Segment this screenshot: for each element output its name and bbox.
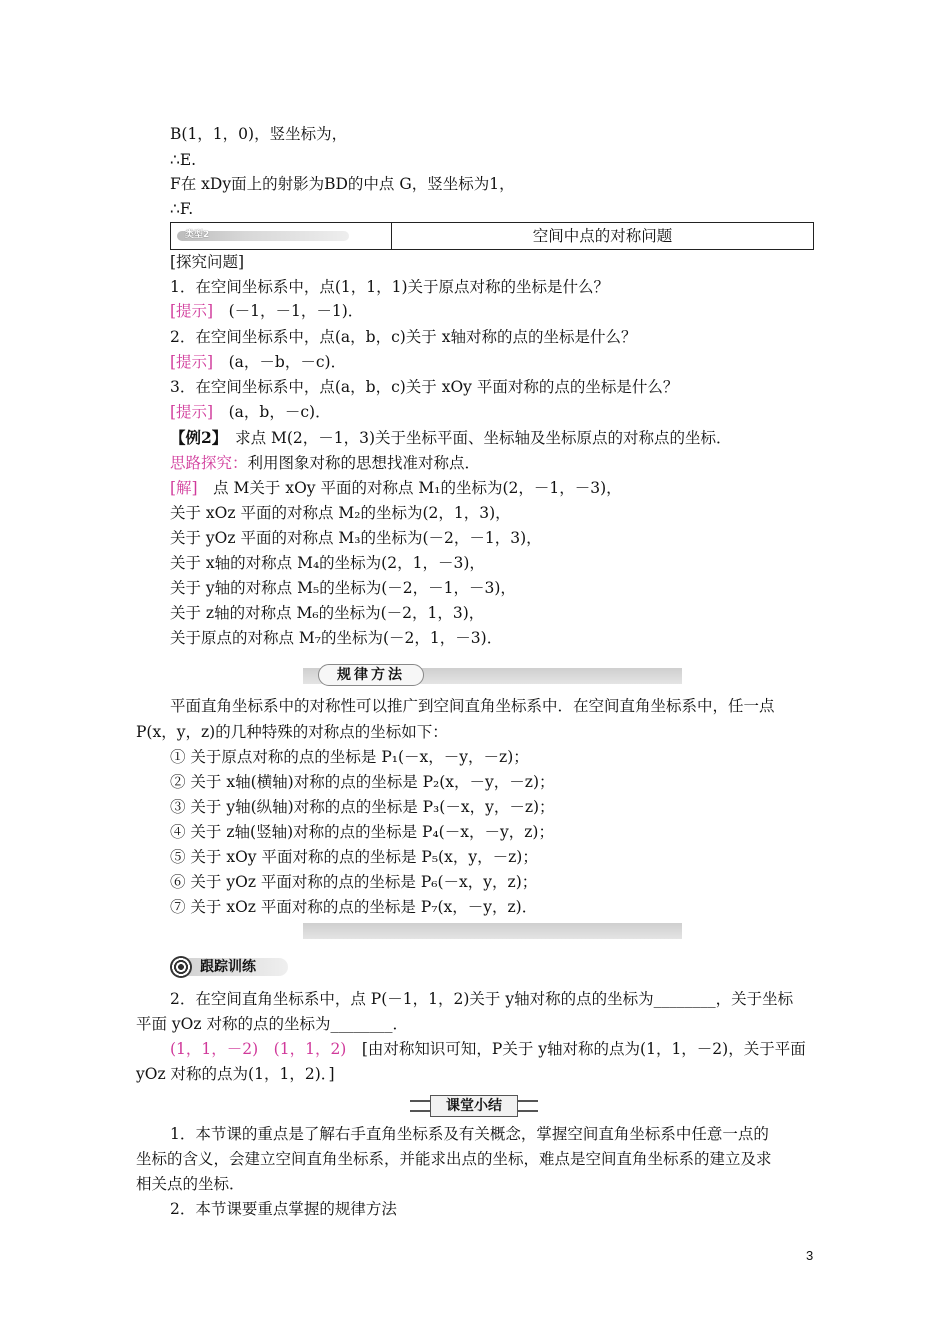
question-1: 1．在空间坐标系中，点(1，1，1)关于原点对称的坐标是什么？ (170, 278, 610, 296)
solution-line (170, 478, 622, 498)
solution-line: 关于 z轴的对称点 M₆的坐标为(－2，1，3)， (170, 604, 485, 622)
question-3: 3．在空间坐标系中，点(a，b，c)关于 xOy 平面对称的点的坐标是什么？ (170, 378, 679, 396)
hint-3 (170, 402, 331, 422)
training-question: 平面 yOz 对称的点的坐标为________． (136, 1015, 408, 1033)
example-label: 【例2】 (170, 428, 220, 447)
text-line: F在 xDy面上的射影为BD的中点 G，竖坐标为1， (170, 175, 515, 193)
answer-explain: [由对称知识可知，P关于 y轴对称的点为(1，1，－2)，关于平面 (361, 1040, 806, 1058)
hint-1 (170, 301, 363, 321)
hint-tag: [提示] (170, 403, 214, 421)
rule-title: 规律方法 (318, 664, 424, 686)
hint-text: (a，－b，－c)． (228, 353, 347, 371)
target-icon (170, 956, 192, 978)
rule-item: ⑦ 关于 xOz 平面对称的点的坐标是 P₇(x，－y，z)． (170, 898, 538, 916)
training-title: 跟踪训练 (188, 958, 288, 976)
rule-text: P(x，y，z)的几种特殊的对称点的坐标如下： (136, 723, 448, 741)
training-answer: yOz 对称的点为(1，1，2)．] (136, 1065, 335, 1083)
training-answer (170, 1039, 806, 1059)
solution-tag: [解] (170, 479, 198, 497)
answer-values: (1，1，－2) (1，1，2) (170, 1040, 347, 1058)
example-hint (170, 453, 480, 473)
rule-item: ③ 关于 y轴(纵轴)对称的点的坐标是 P₃(－x，y，－z)； (170, 798, 555, 816)
type-header-title: 空间中点的对称问题 (532, 227, 673, 245)
summary-text: 坐标的含义，会建立空间直角坐标系，并能求出点的坐标，难点是空间直角坐标系的建立及求 (136, 1150, 772, 1168)
explore-heading: [探究问题] (170, 253, 245, 271)
rule-item: ⑥ 关于 yOz 平面对称的点的坐标是 P₆(－x，y，z)； (170, 873, 538, 891)
type-tag-label: 类型2 (185, 230, 210, 240)
rule-item: ⑤ 关于 xOy 平面对称的点的坐标是 P₅(x，y，－z)； (170, 848, 538, 866)
type-tag (177, 231, 349, 241)
rule-item: ① 关于原点对称的点的坐标是 P₁(－x，－y，－z)； (170, 748, 529, 766)
training-question: 2．在空间直角坐标系中，点 P(－1，1，2)关于 y轴对称的点的坐标为________，关于坐标 (170, 990, 794, 1008)
hint-tag: 思路探究： (170, 454, 248, 472)
summary-header (410, 1095, 538, 1117)
hint-tag: [提示] (170, 353, 214, 371)
rule-item: ④ 关于 z轴(竖轴)对称的点的坐标是 P₄(－x，－y，z)； (170, 823, 554, 841)
solution-text: 点 M关于 xOy 平面的对称点 M₁的坐标为(2，－1，－3)， (213, 479, 622, 497)
summary-text: 相关点的坐标． (136, 1175, 245, 1193)
text-line: ∴F. (170, 200, 194, 218)
type-header (170, 222, 814, 250)
solution-line: 关于 x轴的对称点 M₄的坐标为(2，1，－3)， (170, 554, 485, 572)
summary-text: 2．本节课要重点掌握的规律方法 (170, 1200, 397, 1218)
type-header-left (171, 223, 392, 249)
solution-line: 关于 y轴的对称点 M₅的坐标为(－2，－1，－3)， (170, 579, 516, 597)
example-text: 求点 M(2，－1，3)关于坐标平面、坐标轴及坐标原点的对称点的坐标． (235, 429, 732, 447)
solution-line: 关于 yOz 平面的对称点 M₃的坐标为(－2，－1，3)， (170, 529, 542, 547)
page-number: 3 (806, 1248, 814, 1263)
example-2 (170, 428, 732, 448)
question-2: 2．在空间坐标系中，点(a，b，c)关于 x轴对称的点的坐标是什么？ (170, 328, 637, 346)
summary-text: 1．本节课的重点是了解右手直角坐标系及有关概念，掌握空间直角坐标系中任意一点的 (170, 1125, 769, 1143)
hint-tag: [提示] (170, 302, 214, 320)
summary-title: 课堂小结 (430, 1095, 518, 1117)
rule-text: 平面直角坐标系中的对称性可以推广到空间直角坐标系中．在空间直角坐标系中，任一点 (170, 697, 775, 715)
rule-item: ② 关于 x轴(横轴)对称的点的坐标是 P₂(x，－y，－z)； (170, 773, 555, 791)
hint-text: (a，b，－c)． (228, 403, 331, 421)
text-line: B(1，1，0)，竖坐标为， (170, 125, 348, 143)
solution-line: 关于原点的对称点 M₇的坐标为(－2，1，－3)． (170, 629, 503, 647)
solution-line: 关于 xOz 平面的对称点 M₂的坐标为(2，1，3)， (170, 504, 511, 522)
hint-text: 利用图象对称的思想找准对称点． (247, 454, 481, 472)
rule-bar-bottom (303, 923, 682, 939)
hint-text: (－1，－1，－1)． (228, 302, 364, 320)
text-line: ∴E. (170, 151, 197, 169)
training-header (170, 956, 288, 978)
hint-2 (170, 352, 346, 372)
